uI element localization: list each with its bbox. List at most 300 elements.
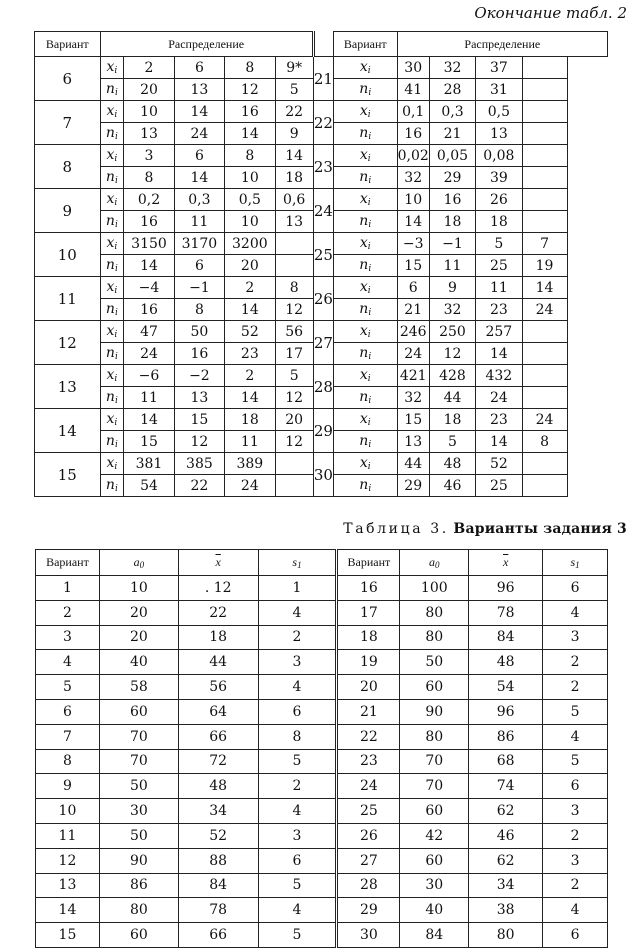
row-label: [100, 57, 124, 79]
x-row: [35, 57, 608, 79]
x-value: 32: [429, 57, 475, 79]
n-value: 5: [275, 79, 313, 101]
n-value: 8: [174, 299, 224, 321]
n-value: 13: [275, 211, 313, 233]
x-value: 14: [522, 277, 567, 299]
row-label-letter: n: [359, 477, 369, 493]
a0-value: 42: [400, 823, 469, 848]
s1-value: 2: [543, 823, 608, 848]
s1-value: 6: [543, 923, 608, 948]
table-row: [36, 848, 608, 873]
n-value: 9: [275, 123, 313, 145]
variant-number: 21: [337, 699, 400, 724]
xbar-value: 66: [178, 923, 258, 948]
a0-value: 30: [99, 799, 178, 824]
table-row: [36, 675, 608, 700]
row-label-index: i: [114, 308, 118, 318]
a0-value: 60: [400, 675, 469, 700]
row-label-index: i: [114, 66, 118, 76]
x-row: [35, 409, 608, 431]
row-label: [333, 167, 397, 189]
row-label-letter: n: [105, 433, 115, 449]
header-s1: $s_1$: [543, 550, 608, 576]
xbar-value: 78: [178, 898, 258, 923]
row-label: [333, 277, 397, 299]
x-value: −6: [124, 365, 174, 387]
s1-value: 2: [543, 675, 608, 700]
table3-caption: [343, 521, 627, 537]
xbar-value: 74: [469, 774, 543, 799]
x-value: 44: [397, 453, 429, 475]
x-value: 0,2: [124, 189, 174, 211]
header-xbar: $\overline{x}$: [178, 550, 258, 576]
x-value: [522, 365, 567, 387]
row-label: [333, 387, 397, 409]
x-value: 8: [225, 145, 275, 167]
a0-value: 70: [400, 774, 469, 799]
row-label-index: i: [367, 110, 371, 120]
n-value: 12: [275, 387, 313, 409]
xbar-value: 56: [178, 675, 258, 700]
row-label-letter: x: [106, 147, 115, 163]
n-value: 18: [275, 167, 313, 189]
variant-number: 13: [35, 365, 101, 409]
s1-value: 3: [543, 848, 608, 873]
n-value: 22: [174, 475, 224, 497]
s1-value: 3: [258, 823, 337, 848]
n-value: 14: [225, 123, 275, 145]
x-value: 15: [397, 409, 429, 431]
variant-number: 27: [313, 321, 333, 365]
row-label-letter: n: [359, 389, 369, 405]
row-label: [333, 409, 397, 431]
row-label: [333, 431, 397, 453]
variant-number: 15: [36, 923, 100, 948]
variant-number: 24: [313, 189, 333, 233]
a0-value: 70: [400, 749, 469, 774]
row-label-letter: x: [359, 191, 368, 207]
row-label-index: i: [367, 66, 371, 76]
x-value: 10: [397, 189, 429, 211]
n-value: 13: [174, 79, 224, 101]
row-label-letter: n: [105, 213, 115, 229]
variant-number: 30: [313, 453, 333, 497]
table3-caption-prefix: Таблица 3.: [343, 521, 449, 537]
variant-number: 18: [337, 625, 400, 650]
header-a0: $a_0$: [99, 550, 178, 576]
xbar-value: 86: [469, 724, 543, 749]
n-value: 8: [124, 167, 174, 189]
row-label-letter: x: [106, 411, 115, 427]
variant-number: 5: [36, 675, 100, 700]
row-label: [100, 167, 124, 189]
row-label: [100, 211, 124, 233]
n-value: 20: [225, 255, 275, 277]
row-label: [100, 79, 124, 101]
row-label-letter: n: [359, 257, 369, 273]
variant-number: 11: [35, 277, 101, 321]
table3-caption-title: Варианты задания 3: [453, 521, 627, 537]
x-value: 14: [174, 101, 224, 123]
n-value: 8: [522, 431, 567, 453]
s1-value: 4: [543, 724, 608, 749]
x-value: [522, 57, 567, 79]
x-value: 14: [275, 145, 313, 167]
x-value: 16: [225, 101, 275, 123]
x-value: 6: [174, 57, 224, 79]
x-value: 8: [275, 277, 313, 299]
n-value: 21: [397, 299, 429, 321]
row-label-letter: x: [359, 323, 368, 339]
s1-value: 4: [258, 675, 337, 700]
row-label-index: i: [114, 440, 118, 450]
row-label-index: i: [114, 264, 118, 274]
variant-number: 7: [35, 101, 101, 145]
a0-value: 58: [99, 675, 178, 700]
row-label-index: i: [114, 220, 118, 230]
n-value: 17: [275, 343, 313, 365]
row-label-index: i: [114, 110, 118, 120]
x-value: 257: [476, 321, 522, 343]
a0-value: 50: [99, 774, 178, 799]
variant-number: 19: [337, 650, 400, 675]
row-label-letter: x: [106, 103, 115, 119]
variant-number: 7: [36, 724, 100, 749]
x-row: [35, 189, 608, 211]
xbar-value: 38: [469, 898, 543, 923]
x-value: 48: [429, 453, 475, 475]
xbar-value: 52: [178, 823, 258, 848]
x-value: 381: [124, 453, 174, 475]
table-row: [36, 799, 608, 824]
row-label-index: i: [367, 286, 371, 296]
row-label-index: i: [368, 132, 372, 142]
x-value: 18: [225, 409, 275, 431]
x-value: 428: [429, 365, 475, 387]
n-value: 41: [397, 79, 429, 101]
n-value: 19: [522, 255, 567, 277]
x-value: 3200: [225, 233, 275, 255]
row-label-letter: x: [106, 455, 115, 471]
a0-value: 84: [400, 923, 469, 948]
n-value: 25: [476, 475, 522, 497]
xbar-value: 34: [178, 799, 258, 824]
n-value: 24: [522, 299, 567, 321]
x-value: 50: [174, 321, 224, 343]
x-value: 2: [124, 57, 174, 79]
n-value: 29: [397, 475, 429, 497]
a0-value: 90: [99, 848, 178, 873]
a0-value: 86: [99, 873, 178, 898]
x-value: 0,3: [429, 101, 475, 123]
row-label: [333, 211, 397, 233]
row-label-letter: n: [105, 301, 115, 317]
table-row: [36, 873, 608, 898]
xbar-value: 78: [469, 600, 543, 625]
variant-number: 29: [313, 409, 333, 453]
n-value: 24: [174, 123, 224, 145]
variant-number: 28: [337, 873, 400, 898]
n-value: 11: [429, 255, 475, 277]
variant-number: 21: [313, 57, 333, 101]
variant-number: 6: [35, 57, 101, 101]
n-value: [275, 255, 313, 277]
row-label-index: i: [114, 330, 118, 340]
row-label-letter: n: [105, 477, 115, 493]
row-label-index: i: [368, 176, 372, 186]
x-value: 432: [476, 365, 522, 387]
header-variant: Вариант: [35, 32, 101, 57]
n-value: 20: [124, 79, 174, 101]
x-row: [35, 321, 608, 343]
n-value: 14: [476, 343, 522, 365]
row-label-index: i: [368, 308, 372, 318]
a0-value: 60: [99, 699, 178, 724]
s1-value: 5: [258, 923, 337, 948]
x-value: 5: [476, 233, 522, 255]
row-label-letter: n: [105, 389, 115, 405]
xbar-value: 96: [469, 576, 543, 601]
x-row: [35, 365, 608, 387]
row-label-index: i: [367, 462, 371, 472]
row-label-index: i: [367, 374, 371, 384]
x-value: [275, 233, 313, 255]
x-value: 18: [429, 409, 475, 431]
s1-value: 5: [258, 873, 337, 898]
x-value: −1: [174, 277, 224, 299]
variant-number: 22: [337, 724, 400, 749]
s1-value: 4: [543, 898, 608, 923]
row-label-letter: n: [359, 301, 369, 317]
row-label: [100, 343, 124, 365]
variant-number: 1: [36, 576, 100, 601]
x-value: 3170: [174, 233, 224, 255]
variant-number: 26: [337, 823, 400, 848]
x-value: −1: [429, 233, 475, 255]
x-value: 3150: [124, 233, 174, 255]
row-label: [100, 387, 124, 409]
table-row: [36, 699, 608, 724]
s1-value: 5: [543, 699, 608, 724]
n-value: 12: [225, 79, 275, 101]
row-label: [333, 79, 397, 101]
n-value: 6: [174, 255, 224, 277]
x-value: 22: [275, 101, 313, 123]
variant-number: 13: [36, 873, 100, 898]
row-label-letter: n: [105, 169, 115, 185]
n-value: 5: [429, 431, 475, 453]
variant-number: 8: [36, 749, 100, 774]
variant-number: 11: [36, 823, 100, 848]
row-label: [333, 189, 397, 211]
n-value: 16: [397, 123, 429, 145]
row-label-letter: n: [359, 81, 369, 97]
a0-value: 80: [400, 600, 469, 625]
row-label-index: i: [367, 198, 371, 208]
a0-value: 30: [400, 873, 469, 898]
xbar-value: . 12: [178, 576, 258, 601]
row-label-index: i: [368, 264, 372, 274]
n-value: 11: [225, 431, 275, 453]
variant-number: 9: [36, 774, 100, 799]
variant-number: 15: [35, 453, 101, 497]
row-label-index: i: [368, 88, 372, 98]
xbar-value: 34: [469, 873, 543, 898]
x-value: 56: [275, 321, 313, 343]
row-label-letter: x: [106, 279, 115, 295]
s1-value: 3: [543, 625, 608, 650]
xbar-value: 22: [178, 600, 258, 625]
variant-number: 23: [337, 749, 400, 774]
row-label-index: i: [367, 330, 371, 340]
x-value: 7: [522, 233, 567, 255]
x-value: [522, 101, 567, 123]
n-value: 25: [476, 255, 522, 277]
xbar-value: 18: [178, 625, 258, 650]
table-row: [36, 923, 608, 948]
n-value: 10: [225, 211, 275, 233]
x-row: [35, 233, 608, 255]
n-value: 18: [429, 211, 475, 233]
n-value: 21: [429, 123, 475, 145]
table3-header-row: [36, 550, 608, 576]
x-value: 10: [124, 101, 174, 123]
n-value: [522, 387, 567, 409]
x-value: 246: [397, 321, 429, 343]
variant-number: 25: [337, 799, 400, 824]
row-label-letter: x: [359, 455, 368, 471]
row-label: [100, 431, 124, 453]
s1-value: 6: [258, 699, 337, 724]
n-value: 46: [429, 475, 475, 497]
n-value: 16: [124, 211, 174, 233]
n-value: 15: [397, 255, 429, 277]
row-label: [333, 321, 397, 343]
variant-number: 29: [337, 898, 400, 923]
header-variant: Вариант: [337, 550, 400, 576]
a0-value: 70: [99, 749, 178, 774]
n-value: 14: [124, 255, 174, 277]
row-label: [333, 475, 397, 497]
n-value: [522, 79, 567, 101]
n-value: [522, 343, 567, 365]
header-variant: Вариант: [36, 550, 100, 576]
a0-value: 20: [99, 625, 178, 650]
x-value: 0,1: [397, 101, 429, 123]
xbar-value: 62: [469, 848, 543, 873]
row-label-index: i: [114, 396, 118, 406]
table-row: [36, 576, 608, 601]
row-label-letter: n: [359, 213, 369, 229]
variant-number: 17: [337, 600, 400, 625]
row-label-letter: n: [105, 257, 115, 273]
xbar-value: 96: [469, 699, 543, 724]
x-value: 389: [225, 453, 275, 475]
row-label-letter: n: [105, 125, 115, 141]
xbar-value: 66: [178, 724, 258, 749]
n-value: 23: [476, 299, 522, 321]
row-label-letter: x: [359, 411, 368, 427]
x-value: 52: [225, 321, 275, 343]
row-label-index: i: [367, 242, 371, 252]
a0-value: 40: [400, 898, 469, 923]
variant-number: 8: [35, 145, 101, 189]
a0-value: 50: [400, 650, 469, 675]
row-label-letter: x: [106, 59, 115, 75]
row-label-index: i: [114, 132, 118, 142]
x-value: 3: [124, 145, 174, 167]
variant-number: 24: [337, 774, 400, 799]
x-value: 0,6: [275, 189, 313, 211]
row-label-letter: x: [106, 235, 115, 251]
s1-value: 5: [258, 749, 337, 774]
n-value: 13: [476, 123, 522, 145]
row-label: [100, 189, 124, 211]
row-label-index: i: [114, 352, 118, 362]
table2-header-row: [35, 32, 608, 57]
n-value: 31: [476, 79, 522, 101]
column-divider: [313, 32, 333, 57]
variant-number: 16: [337, 576, 400, 601]
n-value: 16: [124, 299, 174, 321]
row-label-letter: n: [359, 125, 369, 141]
row-label-index: i: [368, 440, 372, 450]
xbar-value: 64: [178, 699, 258, 724]
x-value: 6: [174, 145, 224, 167]
x-value: 0,3: [174, 189, 224, 211]
n-value: 14: [225, 299, 275, 321]
x-value: 2: [225, 277, 275, 299]
n-value: [522, 167, 567, 189]
n-value: 15: [124, 431, 174, 453]
n-value: 24: [476, 387, 522, 409]
row-label-letter: x: [359, 147, 368, 163]
n-value: 54: [124, 475, 174, 497]
xbar-value: 44: [178, 650, 258, 675]
x-value: 0,5: [225, 189, 275, 211]
x-value: [522, 453, 567, 475]
row-label-index: i: [368, 220, 372, 230]
table-row: [36, 625, 608, 650]
n-value: [275, 475, 313, 497]
x-value: 250: [429, 321, 475, 343]
a0-value: 100: [400, 576, 469, 601]
x-row: [35, 101, 608, 123]
row-label-index: i: [114, 176, 118, 186]
table-row: [36, 823, 608, 848]
row-label: [100, 145, 124, 167]
row-label-index: i: [114, 374, 118, 384]
row-label: [100, 233, 124, 255]
n-value: 12: [429, 343, 475, 365]
table-row: [36, 600, 608, 625]
header-distribution: Распределение: [397, 32, 607, 57]
n-value: 13: [124, 123, 174, 145]
table-row: [36, 724, 608, 749]
n-value: 11: [174, 211, 224, 233]
row-label: [100, 365, 124, 387]
a0-value: 10: [99, 576, 178, 601]
xbar-value: 68: [469, 749, 543, 774]
xbar-value: 46: [469, 823, 543, 848]
row-label-letter: x: [359, 367, 368, 383]
variant-number: 23: [313, 145, 333, 189]
table2-caption: Окончание табл. 2: [474, 4, 627, 22]
a0-value: 80: [400, 625, 469, 650]
x-value: 5: [275, 365, 313, 387]
s1-value: 1: [258, 576, 337, 601]
n-value: 16: [174, 343, 224, 365]
